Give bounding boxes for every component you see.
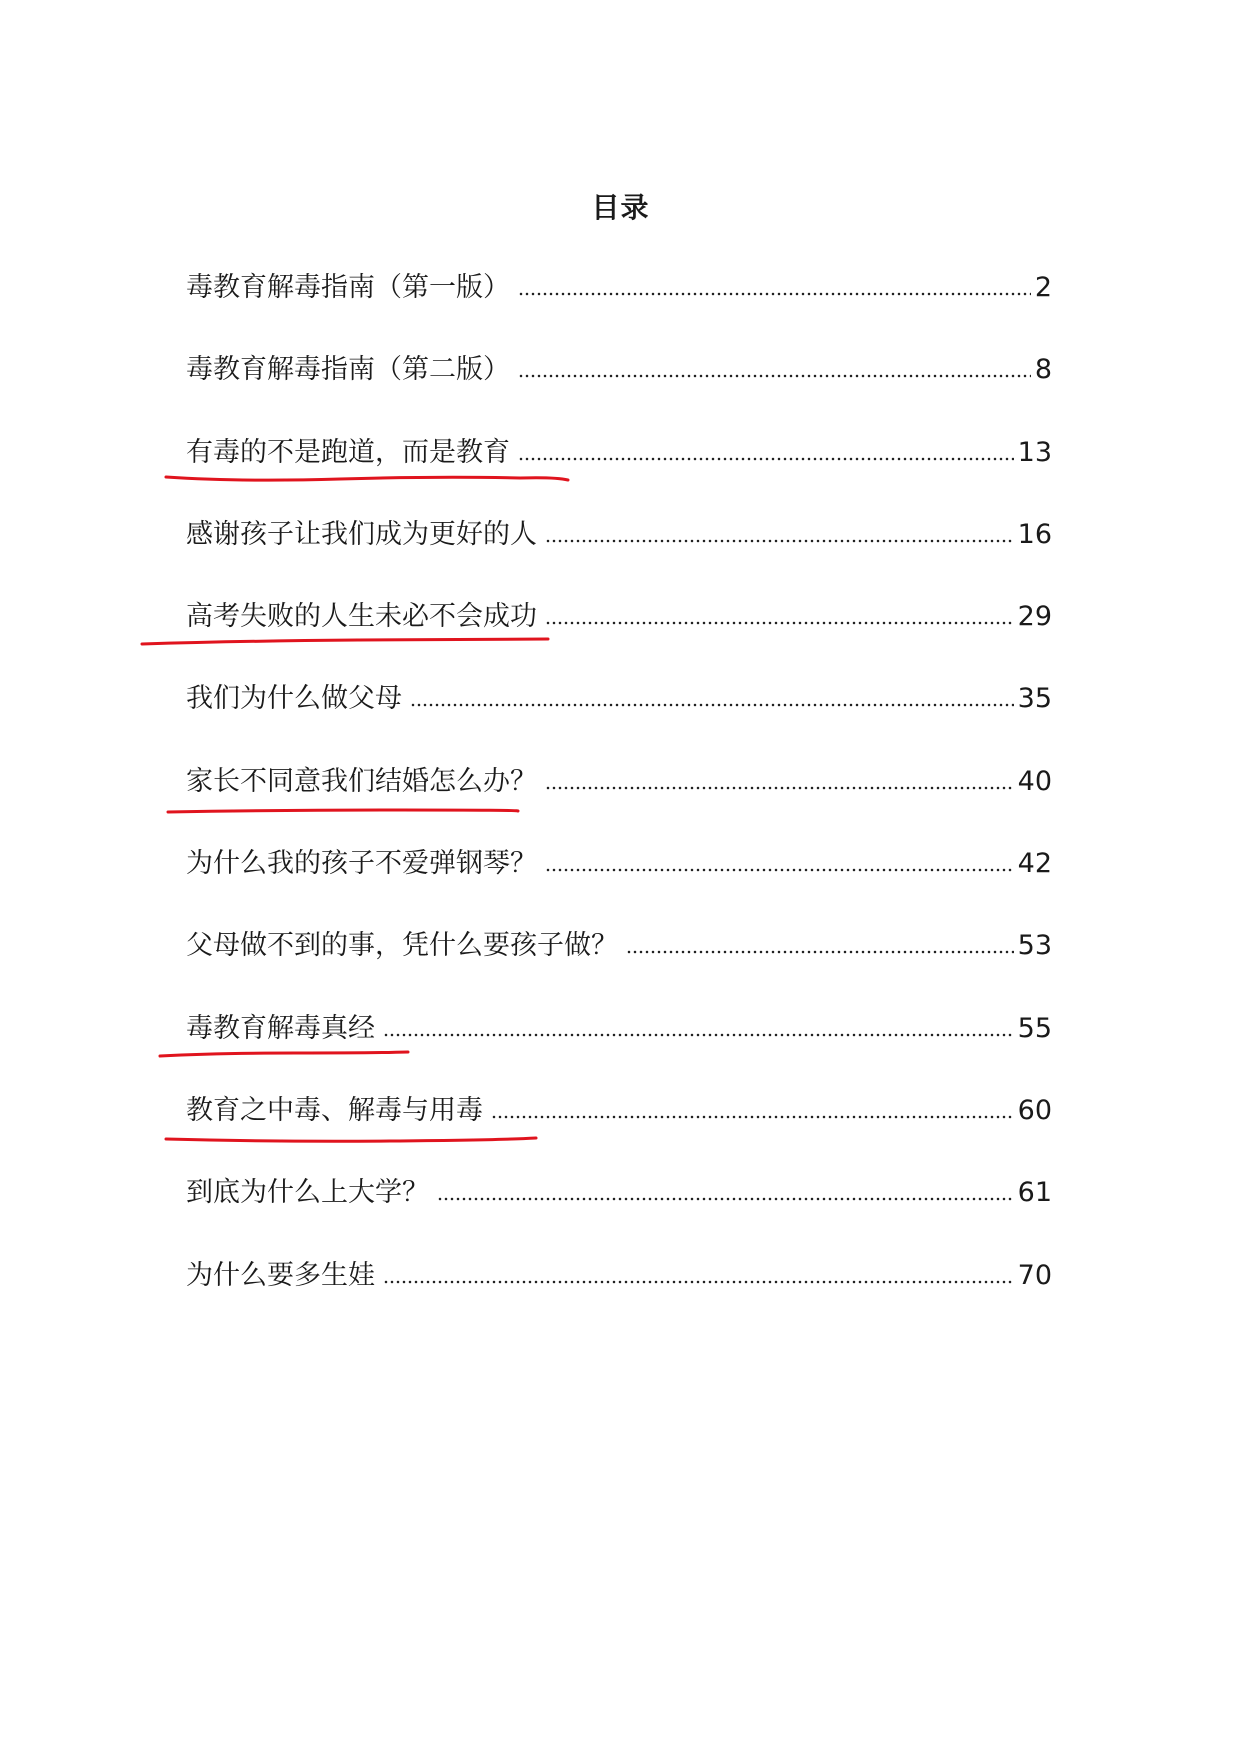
toc-entry-title: 感谢孩子让我们成为更好的人 [186, 518, 537, 550]
toc-entry-title: 家长不同意我们结婚怎么办？ [186, 765, 537, 797]
dot-leader [437, 1173, 1014, 1201]
red-underline-annotation [156, 1047, 576, 1061]
toc-entry-page-number: 42 [1017, 848, 1052, 880]
dot-leader [545, 762, 1014, 790]
toc-entry-page-number: 8 [1034, 354, 1052, 386]
toc-entry[interactable] [186, 515, 1052, 597]
toc-entry[interactable] [186, 1256, 1052, 1338]
toc-entry[interactable] [186, 926, 1052, 1008]
toc-entry[interactable] [186, 268, 1052, 350]
toc-entry-page-number: 70 [1017, 1259, 1052, 1291]
red-underline-annotation [160, 1133, 580, 1147]
dot-leader [491, 1091, 1014, 1119]
toc-entry-title: 为什么要多生娃 [186, 1259, 375, 1291]
toc-entry-title: 教育之中毒、解毒与用毒 [186, 1094, 483, 1126]
toc-entry[interactable] [186, 679, 1052, 761]
toc-entry-page-number: 61 [1017, 1177, 1052, 1209]
dot-leader [518, 433, 1014, 461]
toc-entry[interactable] [186, 433, 1052, 515]
toc-entry-page-number: 55 [1017, 1012, 1052, 1044]
toc-entry[interactable] [186, 350, 1052, 432]
red-underline-annotation [160, 806, 580, 820]
toc-entry[interactable] [186, 762, 1052, 844]
toc-entry[interactable] [186, 1173, 1052, 1255]
toc-title: 目录 [591, 191, 650, 224]
dot-leader [518, 350, 1031, 378]
toc-entry-title: 毒教育解毒指南（第一版） [186, 272, 510, 303]
toc-entry-title: 到底为什么上大学？ [186, 1177, 429, 1209]
dot-leader [383, 1009, 1014, 1037]
toc-entry-page-number: 29 [1017, 601, 1052, 633]
dot-leader [545, 515, 1014, 543]
dot-leader [626, 926, 1014, 954]
toc-entry-title: 我们为什么做父母 [186, 683, 402, 715]
toc-entry[interactable] [186, 597, 1052, 679]
toc-entry-page-number: 2 [1034, 272, 1052, 303]
dot-leader [545, 844, 1014, 872]
toc-entry-title: 毒教育解毒指南（第二版） [186, 354, 510, 386]
toc-entry-title: 父母做不到的事，凭什么要孩子做？ [186, 930, 618, 962]
toc-entry[interactable] [186, 1009, 1052, 1091]
toc-entry-page-number: 16 [1017, 518, 1052, 550]
toc-entry[interactable] [186, 844, 1052, 926]
red-underline-annotation [160, 471, 580, 485]
toc-entry-title: 毒教育解毒真经 [186, 1012, 375, 1044]
toc-entry[interactable] [186, 1091, 1052, 1173]
toc-entry-title: 高考失败的人生未必不会成功 [186, 601, 537, 633]
toc-entry-title: 有毒的不是跑道，而是教育 [186, 436, 510, 468]
dot-leader [383, 1256, 1014, 1284]
toc-entry-page-number: 35 [1017, 683, 1052, 715]
dot-leader [545, 597, 1014, 625]
toc-entry-page-number: 13 [1017, 436, 1052, 468]
table-of-contents [186, 268, 1052, 1338]
red-underline-annotation [138, 635, 558, 649]
dot-leader [518, 268, 1031, 296]
toc-entry-page-number: 60 [1017, 1094, 1052, 1126]
toc-entry-title: 为什么我的孩子不爱弹钢琴？ [186, 848, 537, 880]
dot-leader [410, 679, 1014, 707]
toc-entry-page-number: 40 [1017, 765, 1052, 797]
toc-entry-page-number: 53 [1017, 930, 1052, 962]
